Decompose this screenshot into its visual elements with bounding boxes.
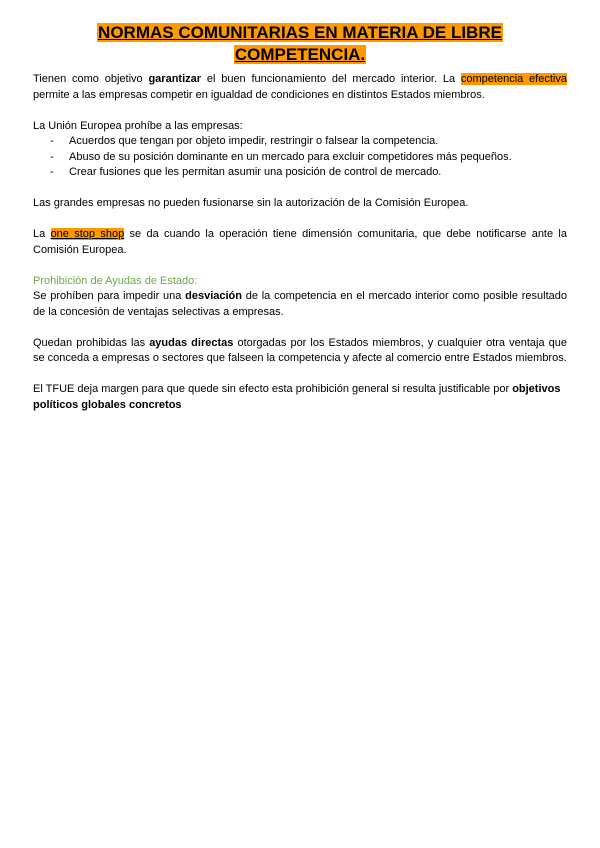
prohibitions-list: [33, 134, 567, 181]
paragraph-text: se da cuando la operación tiene dimensión comunitaria, que debe notificarse ante la Comisión Europea.: [33, 228, 567, 256]
list-item: - Abuso de su posición dominante en un mercado para excluir competidores más pequeños.: [33, 150, 567, 166]
bold-text: ayudas directas: [149, 336, 234, 349]
paragraph-text: de la competencia en el mercado interior como posible resultado de la concesión de ventajas selectivas a empresas.: [33, 290, 567, 318]
paragraph-text: otorgadas por los Estados miembros, y cualquier otra ventaja que se conceda a empresas o sectores que falseen la competencia y afecte al comercio entre Estados miembros.: [33, 336, 568, 364]
title-line-1: NORMAS COMUNITARIAS EN MATERIA DE LIBRE: [98, 23, 502, 42]
title-line-2: COMPETENCIA.: [234, 45, 366, 64]
paragraph-text: La: [33, 228, 51, 240]
section-heading-state-aid: Prohibición de Ayudas de Estado:: [33, 274, 198, 287]
paragraph-one-stop-shop: [33, 227, 567, 258]
paragraph-objective: [33, 72, 567, 103]
document-page: [33, 22, 567, 413]
paragraph-direct-aid: [33, 336, 567, 367]
bold-text: desviación: [185, 290, 242, 302]
highlighted-text: competencia efectiva: [460, 73, 567, 85]
paragraph-eu-prohibits: La Unión Europea prohíbe a las empresas:: [33, 119, 243, 132]
paragraph-text: Tienen como objetivo: [33, 73, 149, 85]
paragraph-deviation: [33, 289, 567, 320]
bold-text: objetivos políticos globales concretos: [33, 383, 561, 411]
paragraph-text: El TFUE deja margen para que quede sin efecto esta prohibición general si resulta justificable por: [33, 383, 513, 395]
paragraph-text: Quedan prohibidas las: [33, 336, 150, 349]
list-item: - Acuerdos que tengan por objeto impedir, restringir o falsear la competencia.: [33, 134, 567, 150]
paragraph-tfue: [33, 382, 567, 413]
paragraph-mergers: Las grandes empresas no pueden fusionarse sin la autorización de la Comisión Europea.: [33, 197, 469, 209]
highlighted-text: one stop shop: [50, 228, 125, 240]
paragraph-text: Se prohíben para impedir una: [33, 290, 186, 302]
page-title: [33, 22, 567, 66]
paragraph-text: el buen funcionamiento del mercado interior. La: [201, 73, 461, 85]
bold-text: garantizar: [148, 73, 202, 85]
list-item: - Crear fusiones que les permitan asumir una posición de control de mercado.: [33, 165, 567, 181]
paragraph-text: permite a las empresas competir en igualdad de condiciones en distintos Estados miembros.: [33, 88, 485, 101]
